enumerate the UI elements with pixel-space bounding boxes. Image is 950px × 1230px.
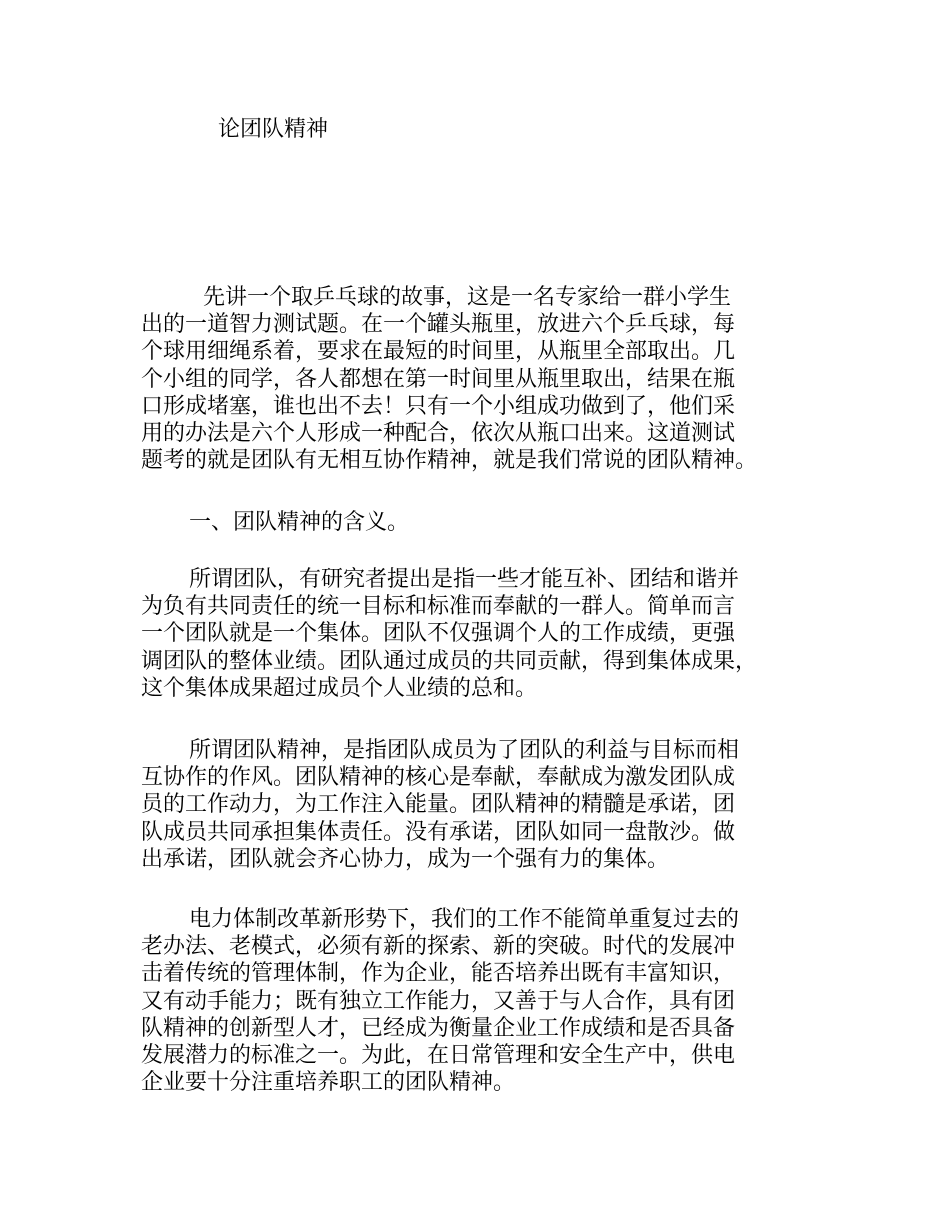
intro-line: 题考的就是团队有无相互协作精神，就是我们常说的团队精神。 [141,448,758,474]
intro-line: 出的一道智力测试题。在一个罐头瓶里，放进六个乒乓球，每 [141,312,736,338]
paragraph-line: 出承诺，团队就会齐心协力，成为一个强有力的集体。 [141,846,670,872]
intro-line: 用的办法是六个人形成一种配合，依次从瓶口出来。这道测试 [141,420,736,446]
paragraph-team-spirit [141,737,841,873]
paragraph-line: 一个团队就是一个集体。团队不仅强调个人的工作成绩，更强 [141,621,736,647]
section-heading: 一、团队精神的含义。 [189,510,410,535]
paragraph-line: 队精神的创新型人才，已经成为衡量企业工作成绩和是否具备 [141,1015,736,1041]
paragraph-line: 所谓团队，有研究者提出是指一些才能互补、团结和谐并 [189,567,740,592]
intro-line: 个小组的同学，各人都想在第一时间里从瓶里取出，结果在瓶 [141,366,736,392]
paragraph-line: 击着传统的管理体制，作为企业，能否培养出既有丰富知识， [141,961,736,987]
paragraph-line: 企业要十分注重培养职工的团队精神。 [141,1070,516,1096]
intro-line: 个球用细绳系着，要求在最短的时间里，从瓶里全部取出。几 [141,339,736,365]
paragraph-line: 队成员共同承担集体责任。没有承诺，团队如同一盘散沙。做 [141,819,736,845]
paragraph-line: 员的工作动力，为工作注入能量。团队精神的精髓是承诺，团 [141,792,736,818]
paragraph-line: 所谓团队精神，是指团队成员为了团队的利益与目标而相 [189,738,740,763]
paragraph-line: 发展潜力的标准之一。为此，在日常管理和安全生产中，供电 [141,1042,736,1068]
paragraph-line: 电力体制改革新形势下，我们的工作不能简单重复过去的 [189,907,740,932]
paragraph-reform [141,906,841,1096]
paragraph-line: 为负有共同责任的统一目标和标准而奉献的一群人。简单而言 [141,594,736,620]
paragraph-line: 老办法、老模式，必须有新的探索、新的突破。时代的发展冲 [141,934,736,960]
paragraph-line: 这个集体成果超过成员个人业绩的总和。 [141,675,538,701]
paragraph-line: 又有动手能力；既有独立工作能力，又善于与人合作，具有团 [141,988,736,1014]
intro-paragraph [141,284,841,474]
intro-line: 口形成堵塞，谁也出不去！只有一个小组成功做到了，他们采 [141,393,736,419]
paragraph-team-definition [141,566,841,702]
paragraph-line: 调团队的整体业绩。团队通过成员的共同贡献，得到集体成果， [141,648,758,674]
paragraph-line: 互协作的作风。团队精神的核心是奉献，奉献成为激发团队成 [141,765,736,791]
document-title: 论团队精神 [218,117,329,142]
intro-line: 先讲一个取乒乓球的故事，这是一名专家给一群小学生 [203,285,732,310]
